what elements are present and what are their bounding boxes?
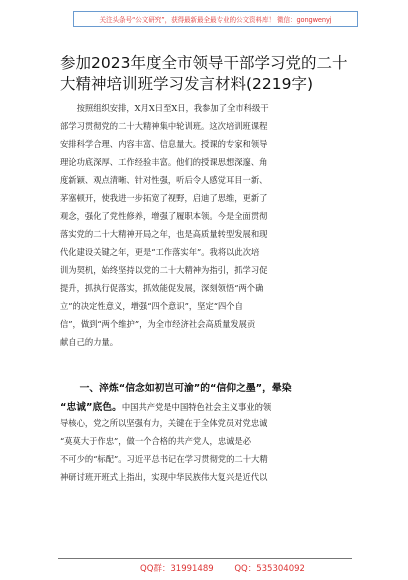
paragraph-line: 茅塞顿开，使我进一步拓宽了视野，启迪了思维，更新了 — [60, 193, 268, 203]
paragraph-line: 神研讨班开班式上指出，实现中华民族伟大复兴是近代以 — [60, 472, 268, 482]
paragraph-line: 按照组织安排，X月X日至X日，我参加了全市科级干 — [60, 103, 269, 113]
paragraph-line: 不可少的“标配”。习近平总书记在学习贯彻党的二十大精 — [60, 454, 268, 464]
document-title — [60, 53, 370, 95]
paragraph-line: 训为契机，始终坚持以党的二十大精神为指引，抓学习促 — [60, 265, 268, 275]
title-line: 参加2023年度全市领导干部学习党的二十 — [60, 54, 348, 72]
footer-divider — [58, 558, 352, 559]
title-line: 大精神培训班学习发言材料(2219字) — [60, 75, 314, 93]
paragraph-line: 部学习贯彻党的二十大精神集中轮训班。这次培训班课程 — [60, 121, 268, 131]
heading-tail-text: 中国共产党是中国特色社会主义事业的领 — [121, 402, 272, 412]
paragraph-line: 立”的决定性意义，增强“四个意识”，坚定“四个自 — [60, 301, 243, 311]
paragraph-line: 度新颖、观点清晰、针对性强，听后令人感觉耳目一新、 — [60, 175, 268, 185]
paragraph-line: “莫莫大于作忠”，做一个合格的共产党人，忠诚是必 — [60, 436, 252, 446]
heading-line: 一、淬炼“信念如初岂可渝”的“信仰之墨”，晕染 — [60, 383, 292, 394]
paragraph-line: 落实党的二十大精神开局之年，也是高质量转型发展和现 — [60, 229, 268, 239]
paragraph-line: 信”，做到“两个维护”，为全市经济社会高质量发展贡 — [60, 319, 256, 329]
section-paragraph — [60, 414, 352, 486]
paragraph-line: 理论功底深厚、工作经验丰富。他们的授课思想深邃、角 — [60, 157, 268, 167]
footer-qq: QQ：535304092 — [234, 564, 305, 574]
paragraph-line: 观念，强化了党性修养，增强了履职本领。今是全面贯彻 — [60, 211, 268, 221]
paragraph-line: 导核心，党之所以坚强有力，关键在于全体党员对党忠诚 — [60, 418, 268, 428]
footer-contact — [140, 562, 323, 574]
paragraph-line: 献自己的力量。 — [60, 337, 119, 347]
paragraph-line: 代化建设关键之年，更是“工作落实年”。我将以此次培 — [60, 247, 260, 257]
footer-qq-group: QQ群：31991489 — [140, 564, 214, 574]
section-heading — [60, 380, 352, 417]
intro-paragraph — [60, 99, 352, 351]
banner-notice: 关注头条号“公文研究”，获得最新最全最专业的公文资料库！ 微信：gongwenyj — [73, 11, 358, 27]
paragraph-line: 提升，抓执行促落实，抓效能促发展，深刻领悟“两个确 — [60, 283, 264, 293]
heading-line-end: “忠诚”底色。 — [60, 402, 122, 413]
paragraph-line: 安排科学合理、内容丰富、信息量大。授课的专家和领导 — [60, 139, 268, 149]
